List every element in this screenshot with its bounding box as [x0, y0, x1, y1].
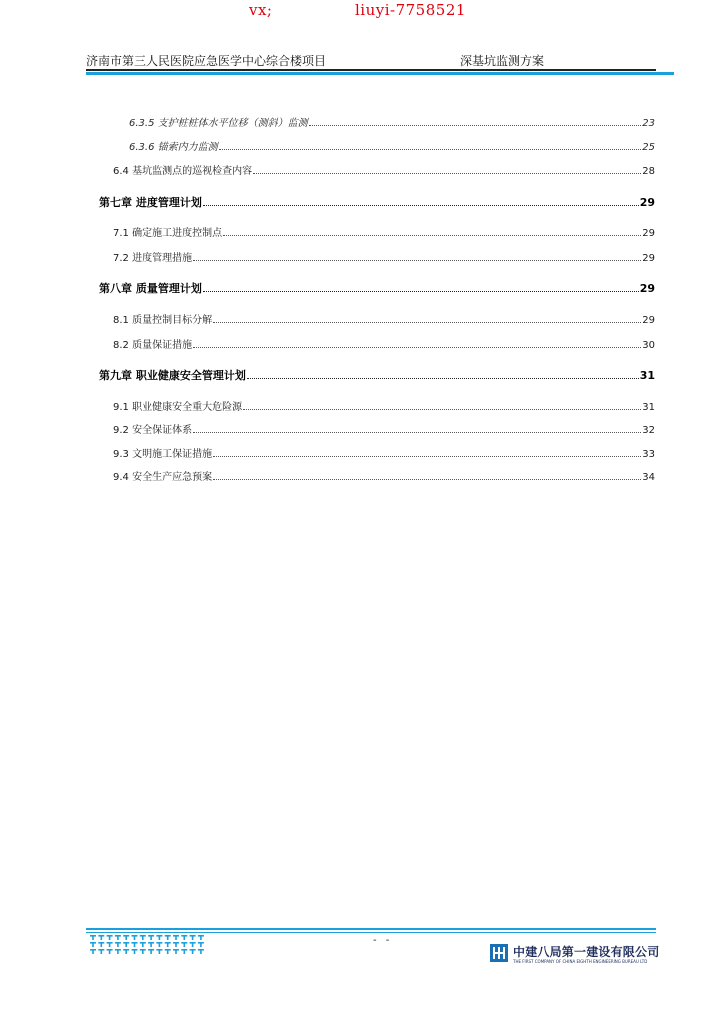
toc-entry-title: 7.1 确定施工进度控制点	[113, 228, 223, 239]
header-rule	[86, 69, 656, 71]
page-number: - -	[373, 935, 393, 946]
toc-entry-title: 第七章 进度管理计划	[99, 196, 202, 209]
toc-entry-title: 6.3.5 支护桩桩体水平位移（测斜）监测	[129, 118, 308, 129]
footer-rule	[86, 928, 656, 930]
toc-dot-leader	[247, 377, 639, 379]
toc-entry-title: 9.2 安全保证体系	[113, 425, 193, 436]
header-document-title: 深基坑监测方案	[460, 54, 545, 68]
toc-page-number: 28	[642, 166, 655, 177]
toc-page-number: 32	[642, 425, 655, 436]
header-project-name: 济南市第三人民医院应急医学中心综合楼项目	[86, 54, 327, 68]
toc-entry-title: 9.3 文明施工保证措施	[113, 449, 213, 460]
toc-entry-title: 9.1 职业健康安全重大危险源	[113, 402, 243, 413]
toc-dot-leader	[243, 408, 641, 410]
header-accent-rule	[86, 72, 674, 75]
toc-dot-leader	[213, 478, 641, 480]
toc-entry[interactable]	[113, 224, 655, 239]
toc-page-number: 29	[642, 228, 655, 239]
toc-dot-leader	[203, 290, 639, 292]
watermark	[0, 1, 724, 23]
footer-decorative-pattern	[88, 934, 206, 956]
toc-page-number: 30	[642, 340, 655, 351]
toc-dot-leader	[213, 455, 641, 457]
toc-dot-leader	[193, 346, 641, 348]
toc-entry[interactable]	[113, 162, 655, 177]
toc-chapter-entry[interactable]	[99, 280, 655, 296]
toc-entry[interactable]	[113, 421, 655, 436]
toc-entry[interactable]	[113, 445, 655, 460]
company-logo	[490, 944, 660, 968]
toc-entry-title: 8.1 质量控制目标分解	[113, 315, 213, 326]
toc-dot-leader	[219, 148, 642, 150]
toc-chapter-entry[interactable]	[99, 194, 655, 210]
toc-entry[interactable]	[113, 311, 655, 326]
toc-page-number: 34	[642, 472, 655, 483]
toc-entry-title: 6.4 基坑监测点的巡视检查内容	[113, 166, 253, 177]
toc-dot-leader	[309, 124, 642, 126]
toc-page-number: 31	[639, 369, 655, 382]
watermark-contact-label: vx;	[249, 1, 273, 19]
toc-entry-title: 第八章 质量管理计划	[99, 282, 202, 295]
toc-dot-leader	[193, 431, 641, 433]
toc-page-number: 25	[642, 142, 655, 153]
toc-page-number: 33	[642, 449, 655, 460]
toc-dot-leader	[203, 204, 639, 206]
toc-entry[interactable]	[113, 336, 655, 351]
toc-entry-title: 7.2 进度管理措施	[113, 253, 193, 264]
toc-page-number: 23	[642, 118, 655, 129]
toc-page-number: 29	[639, 196, 655, 209]
toc-entry[interactable]	[129, 114, 655, 129]
company-name: 中建八局第一建设有限公司	[513, 945, 660, 959]
toc-dot-leader	[193, 259, 641, 261]
toc-entry-title: 6.3.6 锚索内力监测	[129, 142, 218, 153]
toc-entry[interactable]	[113, 468, 655, 483]
company-name-english: THE FIRST COMPANY OF CHINA EIGHTH ENGINEERING BUREAU LTD	[513, 959, 648, 964]
toc-dot-leader	[223, 234, 641, 236]
toc-page-number: 29	[642, 315, 655, 326]
toc-entry-title: 8.2 质量保证措施	[113, 340, 193, 351]
toc-chapter-entry[interactable]	[99, 367, 655, 383]
toc-entry[interactable]	[113, 398, 655, 413]
toc-dot-leader	[213, 321, 641, 323]
toc-dot-leader	[253, 172, 641, 174]
toc-entry[interactable]	[129, 138, 655, 153]
toc-entry-title: 9.4 安全生产应急预案	[113, 472, 213, 483]
toc-entry[interactable]	[113, 249, 655, 264]
toc-page-number: 31	[642, 402, 655, 413]
toc-page-number: 29	[639, 282, 655, 295]
toc-page-number: 29	[642, 253, 655, 264]
footer-rule-thin	[86, 932, 656, 933]
watermark-contact-id: liuyi-7758521	[355, 1, 466, 19]
company-logo-icon	[490, 944, 508, 962]
toc-entry-title: 第九章 职业健康安全管理计划	[99, 369, 246, 382]
